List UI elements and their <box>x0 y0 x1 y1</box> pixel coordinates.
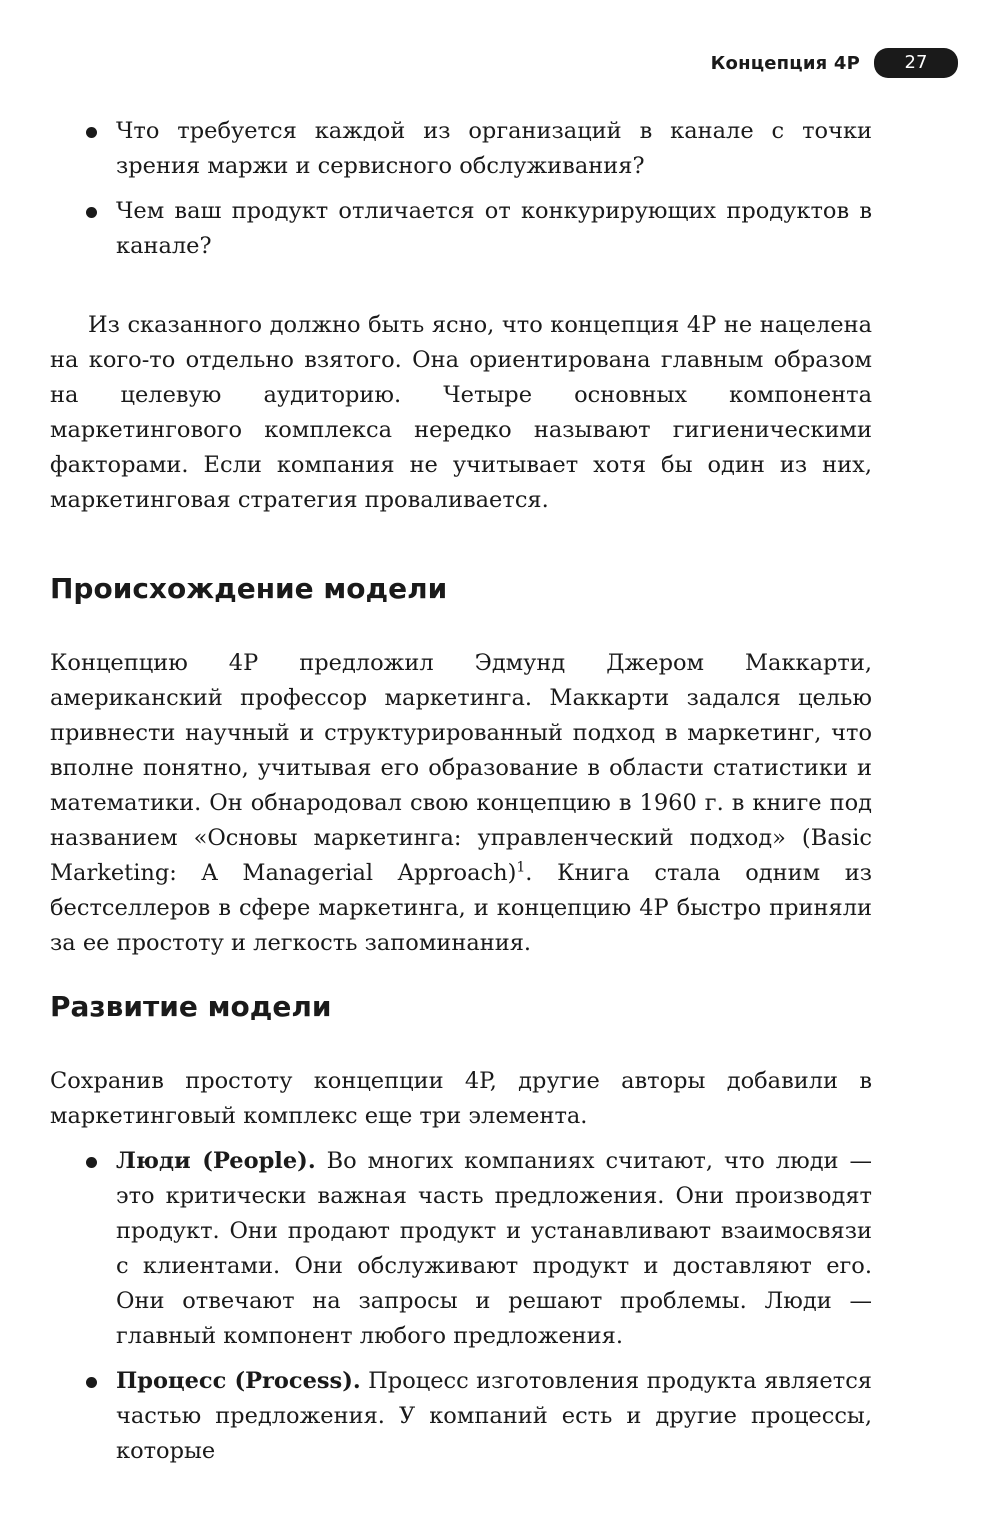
channel-questions-list <box>50 114 872 264</box>
list-item <box>50 114 872 184</box>
origin-paragraph <box>50 646 872 961</box>
section-heading-origin: Происхождение модели <box>50 572 448 605</box>
development-intro: Сохранив простоту концепции 4P, другие авторы добавили в маркетинговый комплекс еще три элемента. <box>50 1068 872 1129</box>
running-header <box>711 48 958 78</box>
section-heading-development: Развитие модели <box>50 990 332 1023</box>
list-item-text: Чем ваш продукт отличается от конкурирующих продуктов в канале? <box>116 198 872 259</box>
origin-paragraph-tail: . Книга стала одним из бестселлеров в сфере маркетинга, и концепцию 4P быстро приняли за ее простоту и легкость запоминания. <box>50 860 873 956</box>
extra-elements-list <box>50 1144 872 1469</box>
origin-block <box>50 646 872 961</box>
development-block <box>50 1064 872 1479</box>
list-item <box>50 1144 872 1354</box>
running-title: Концепция 4P <box>710 52 860 74</box>
bullet-icon <box>86 207 97 218</box>
list-item-text: Процесс изготовления продукта является частью предложения. У компаний есть и другие процессы, которые <box>116 1368 872 1464</box>
conclusion-paragraph: Из сказанного должно быть ясно, что концепция 4P не нацелена на кого-то отдельно взятого. Она ориентирована главным образом на целевую аудиторию. Четыре основных компонента маркетингового комплекса нередко называют гигиеническими факторами. Если компания не учитывает хотя бы один из них, маркетинговая стратегия проваливается. <box>50 312 872 513</box>
origin-paragraph-main: Концепцию 4P предложил Эдмунд Джером Маккарти, американский профессор маркетинга. Маккарти задался целью привнести научный и структурированный подход в маркетинг, что вполне понятно, учитывая его образование в области статистики и математики. Он обнародовал свою концепцию в 1960 г. в книге под названием «Основы маркетинга: управленческий подход» (Basic Marketing: A Managerial Approach) <box>50 650 872 886</box>
bullet-icon <box>86 1377 97 1388</box>
list-item-text: Что требуется каждой из организаций в канале с точки зрения маржи и сервисного обслуживания? <box>116 118 872 179</box>
bullet-icon <box>86 1157 97 1168</box>
list-item <box>50 194 872 264</box>
list-item-term: Люди (People). <box>116 1148 316 1174</box>
list-item-text: Во многих компаниях считают, что люди — это критически важная часть предложения. Они производят продукт. Они продают продукт и устанавливают взаимосвязи с клиентами. Они обслуживают продукт и доставляют его. Они отвечают на запросы и решают проблемы. Люди — главный компонент любого предложения. <box>116 1148 873 1349</box>
footnote-ref: 1 <box>516 859 526 876</box>
list-item-term: Процесс (Process). <box>116 1368 361 1394</box>
bullet-icon <box>86 127 97 138</box>
list-item <box>50 1364 872 1469</box>
intro-block <box>50 114 872 518</box>
page-number-badge: 27 <box>874 48 958 78</box>
